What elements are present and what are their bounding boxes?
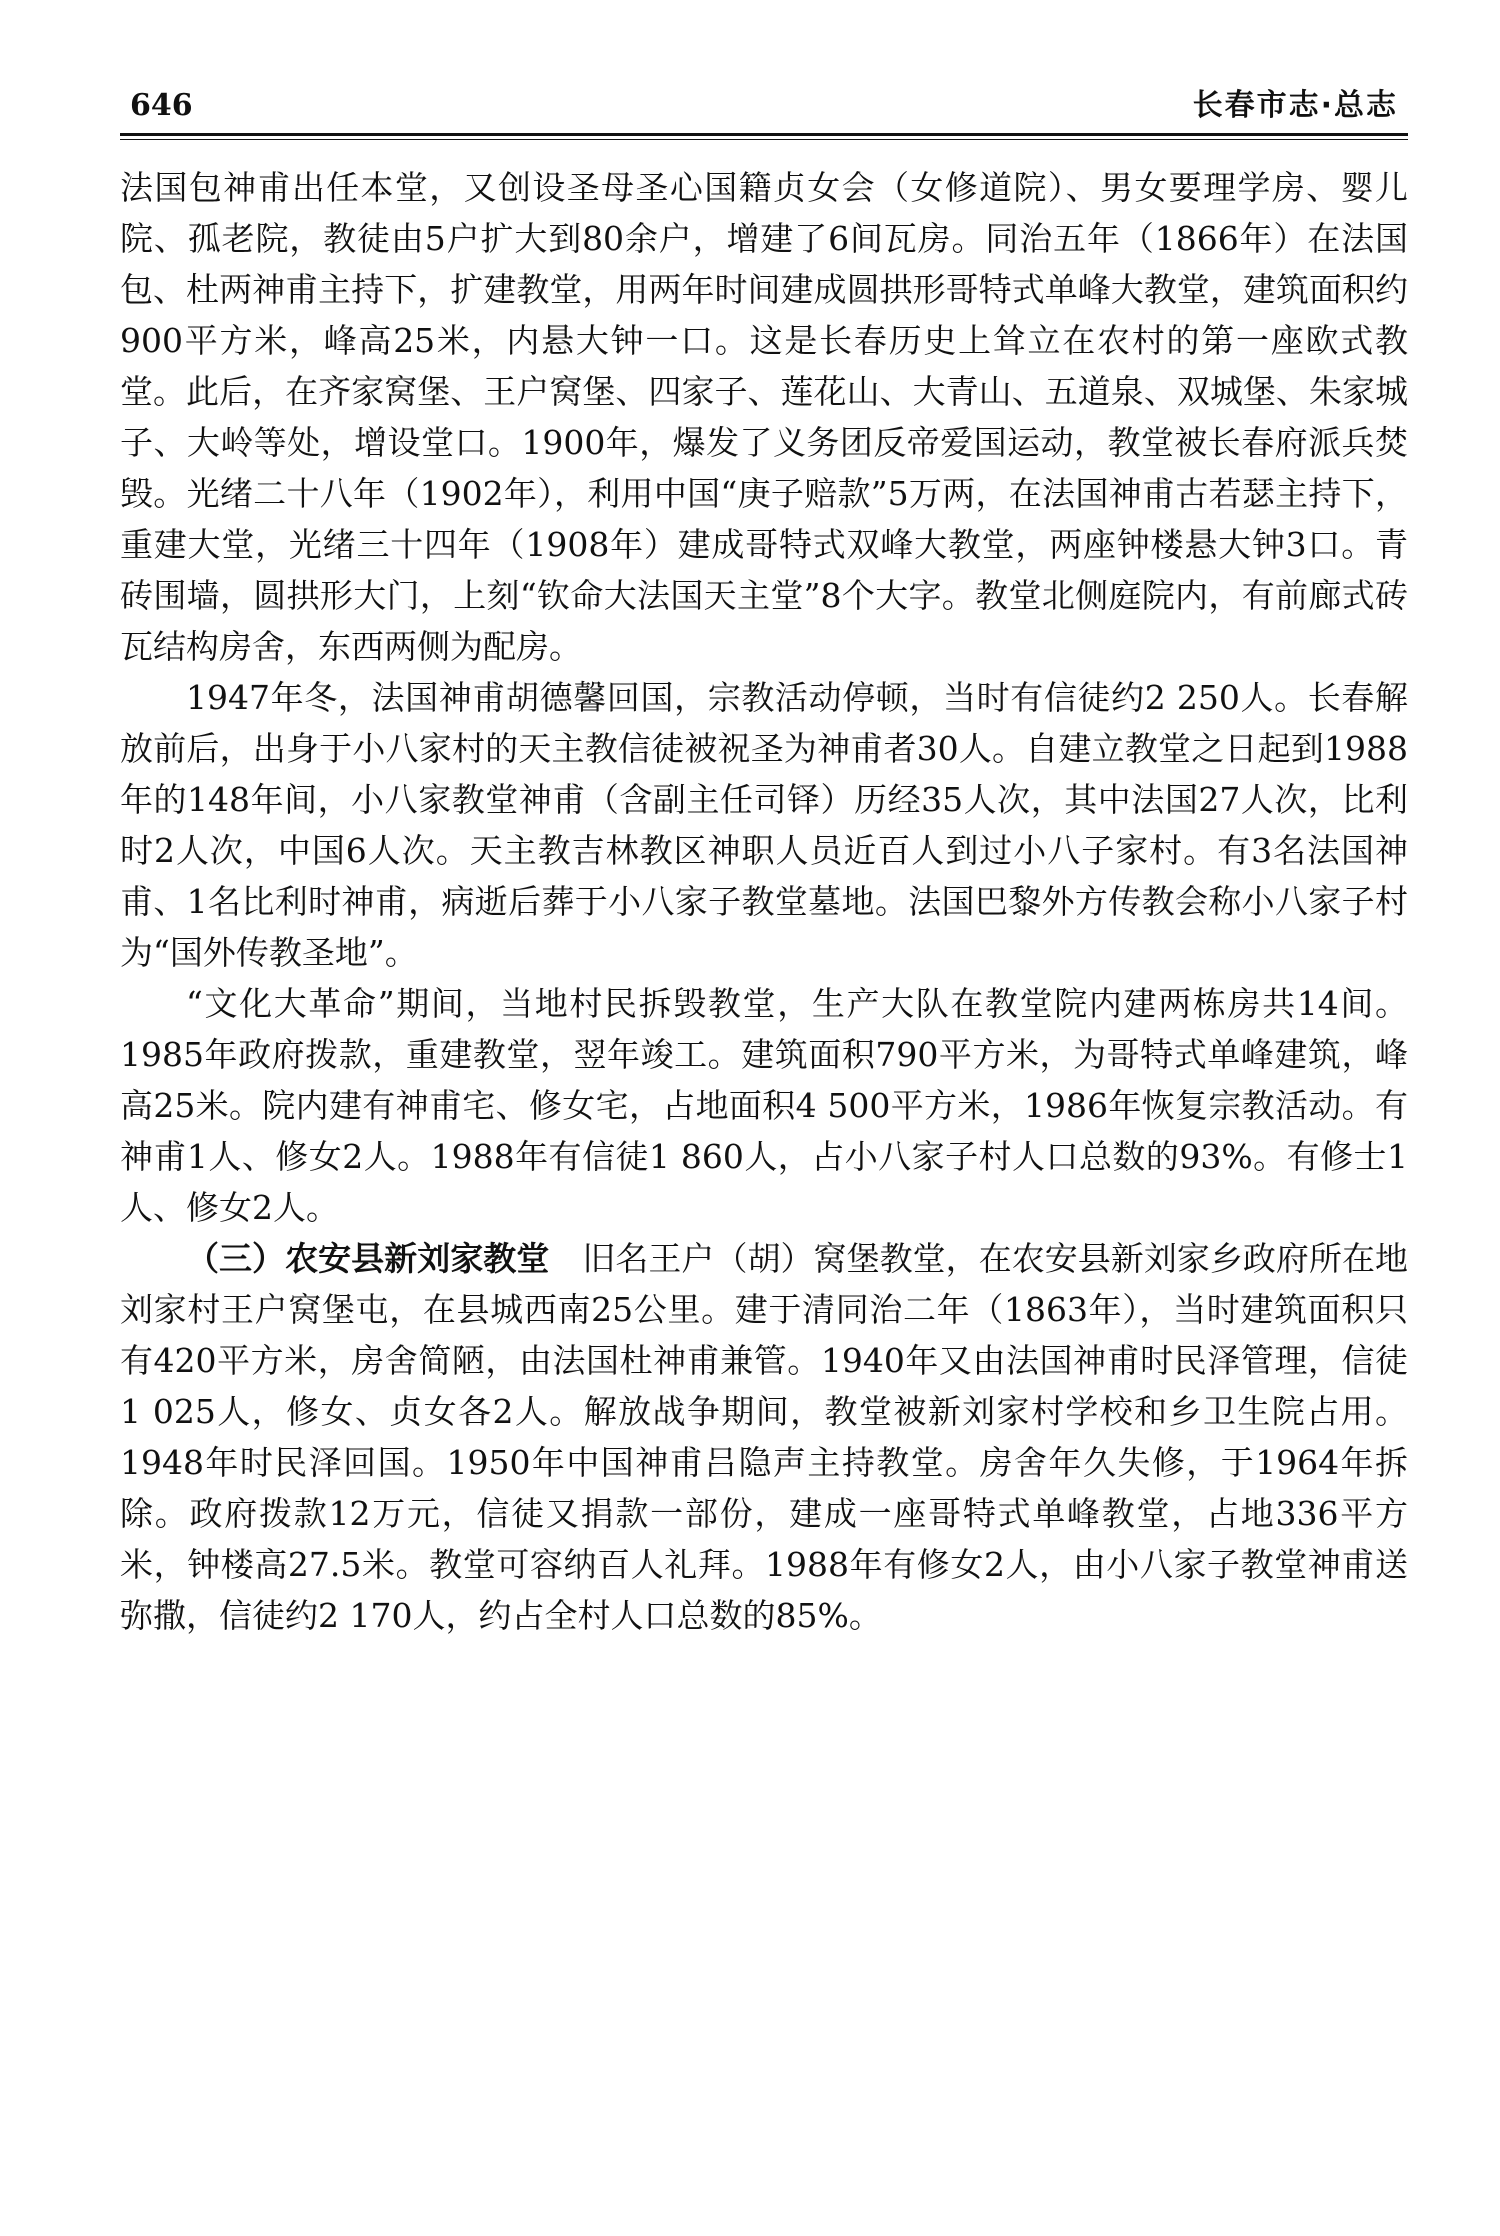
body-text [120,162,1408,1641]
paragraph-continued: 法国包神甫出任本堂，又创设圣母圣心国籍贞女会（女修道院）、男女要理学房、婴儿院、孤老院，教徒由5户扩大到80余户，增建了6间瓦房。同治五年（1866年）在法国包、杜两神甫主持下，扩建教堂，用两年时间建成圆拱形哥特式单峰大教堂，建筑面积约900平方米，峰高25米，内悬大钟一口。这是长春历史上耸立在农村的第一座欧式教堂。此后，在齐家窝堡、王户窝堡、四家子、莲花山、大青山、五道泉、双城堡、朱家城子、大岭等处，增设堂口。1900年，爆发了义务团反帝爱国运动，教堂被长春府派兵焚毁。光绪二十八年（1902年），利用中国“庚子赔款”5万两，在法国神甫古若瑟主持下，重建大堂，光绪三十四年（1908年）建成哥特式双峰大教堂，两座钟楼悬大钟3口。青砖围墙，圆拱形大门，上刻“钦命大法国天主堂”8个大字。教堂北侧庭院内，有前廊式砖瓦结构房舍，东西两侧为配房。 [120,168,1408,666]
page-number: 646 [130,88,193,123]
header-rule-thin [120,139,1408,140]
section-heading: （三）农安县新刘家教堂 [186,1239,550,1278]
paragraph: “文化大革命”期间，当地村民拆毁教堂，生产大队在教堂院内建两栋房共14间。1985年政府拨款，重建教堂，翌年竣工。建筑面积790平方米，为哥特式单峰建筑，峰高25米。院内建有神甫宅、修女宅，占地面积4 500平方米，1986年恢复宗教活动。有神甫1人、修女2人。1988年有信徒1 860人，占小八家子村人口总数的93%。有修士1人、修女2人。 [120,984,1408,1227]
header-rule-thick [120,133,1408,136]
book-title: 长春市志·总志 [1192,88,1398,123]
section-paragraph [120,1233,1408,1641]
page-header [120,86,1408,136]
section-text: 旧名王户（胡）窝堡教堂，在农安县新刘家乡政府所在地刘家村王户窝堡屯，在县城西南25公里。建于清同治二年（1863年），当时建筑面积只有420平方米，房舍简陋，由法国杜神甫兼管。1940年又由法国神甫时民泽管理，信徒1 025人，修女、贞女各2人。解放战争期间，教堂被新刘家村学校和乡卫生院占用。1948年时民泽回国。1950年中国神甫吕隐声主持教堂。房舍年久失修，于1964年拆除。政府拨款12万元，信徒又捐款一部份，建成一座哥特式单峰教堂，占地336平方米，钟楼高27.5米。教堂可容纳百人礼拜。1988年有修女2人，由小八家子教堂神甫送弥撒，信徒约2 170人，约占全村人口总数的85%。 [120,1239,1409,1635]
paragraph: 1947年冬，法国神甫胡德馨回国，宗教活动停顿，当时有信徒约2 250人。长春解放前后，出身于小八家村的天主教信徒被祝圣为神甫者30人。自建立教堂之日起到1988年的148年间，小八家教堂神甫（含副主任司铎）历经35人次，其中法国27人次，比利时2人次，中国6人次。天主教吉林教区神职人员近百人到过小八子家村。有3名法国神甫、1名比利时神甫，病逝后葬于小八家子教堂墓地。法国巴黎外方传教会称小八家子村为“国外传教圣地”。 [120,678,1408,972]
